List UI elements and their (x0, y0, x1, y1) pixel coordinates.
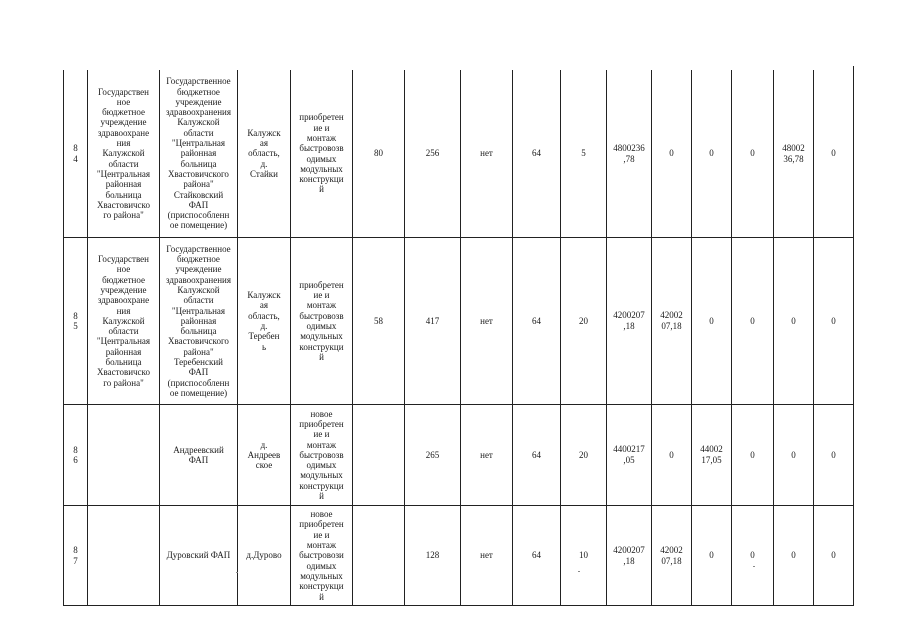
amount-cell: 0 (750, 148, 755, 158)
facility-name-cell: Андреевский ФАП (173, 444, 224, 465)
table-row-index: 8 4 (73, 143, 78, 164)
amount-cell: 42002 07,18 (660, 544, 683, 566)
amount-cell: 0 (750, 315, 755, 326)
amount-cell: 0 (750, 550, 755, 560)
amount-cell: 4200207 ,18 (613, 310, 645, 331)
value-cell: нет (480, 148, 493, 158)
table-border-bottom (63, 605, 854, 606)
value-cell: 5 (581, 148, 586, 158)
amount-cell: 0 (669, 148, 674, 158)
value-cell: нет (480, 550, 493, 560)
value-cell: 64 (532, 315, 541, 326)
amount-cell: 0 (831, 550, 836, 560)
amount-cell: 48002 36,78 (782, 142, 805, 164)
location-cell: д. Андреев ское (247, 439, 281, 471)
amount-cell: 0 (831, 449, 836, 460)
location-cell: Калужск ая область, д. Стайки (247, 127, 281, 179)
value-cell: 20 (579, 449, 588, 460)
value-cell: 64 (532, 449, 541, 460)
amount-cell: 0 (831, 148, 836, 158)
value-cell (353, 506, 404, 605)
table-border-right (853, 66, 854, 606)
value-cell: 265 (425, 449, 440, 460)
owner-organization-cell (88, 506, 159, 605)
amount-cell: 0 (709, 148, 714, 158)
value-cell: 10 (579, 550, 588, 560)
action-description-cell: приобретен ие и монтаж быстровозв одимых модульных конструкци й (299, 112, 344, 195)
value-cell: 256 (425, 148, 440, 158)
value-cell: 417 (425, 315, 440, 326)
value-cell: 64 (532, 148, 541, 158)
scan-speck (578, 571, 580, 572)
facility-name-cell: Государственное бюджетное учреждение здравоохранения Калужской области "Центральная районная больница Хвастовичского района" Стайковский ФАП (приспособленн ое помещение) (165, 76, 231, 231)
action-description-cell: новое приобретен ие и монтаж быстровозв одимых модульных конструкци й (299, 408, 344, 502)
action-description-cell: приобретен ие и монтаж быстровозв одимых модульных конструкци й (299, 279, 344, 362)
facility-name-cell: Государственное бюджетное учреждение здравоохранения Калужской области "Центральная районная больница Хвастовичского района" Теребенский ФАП (приспособленн ое помещение) (165, 243, 231, 398)
amount-cell: 4800236 ,78 (613, 142, 645, 164)
amount-cell: 0 (791, 550, 796, 560)
scan-speck (753, 566, 755, 567)
amount-cell: 0 (791, 315, 796, 326)
table-row-index: 8 7 (73, 545, 78, 566)
owner-organization-cell: Государствен ное бюджетное учреждение здравоохране ния Калужской области "Центральная районная больница Хвастовичско го района" (96, 254, 151, 388)
amount-cell: 0 (709, 315, 714, 326)
table-row-index: 8 6 (73, 444, 78, 465)
facility-name-cell: Дуровский ФАП (166, 550, 231, 561)
action-description-cell: новое приобретен ие и монтаж быстровози одимых модульных конструкци й (299, 509, 344, 602)
location-cell: Калужск ая область, д. Теребен ь (247, 290, 281, 352)
location-cell: д.Дурово (246, 550, 282, 561)
value-cell: нет (480, 449, 493, 460)
value-cell: 80 (374, 148, 383, 158)
amount-cell: 0 (750, 449, 755, 460)
value-cell: 20 (579, 315, 588, 326)
value-cell (353, 405, 404, 505)
owner-organization-cell: Государствен ное бюджетное учреждение здравоохране ния Калужской области "Центральная районная больница Хвастовичско го района" (96, 86, 151, 221)
amount-cell: 42002 07,18 (660, 310, 683, 331)
scan-speck (236, 572, 238, 573)
amount-cell: 4200207 ,18 (613, 544, 645, 566)
amount-cell: 0 (831, 315, 836, 326)
amount-cell: 0 (669, 449, 674, 460)
amount-cell: 4400217 ,05 (613, 444, 645, 465)
value-cell: 58 (374, 315, 383, 326)
value-cell: 128 (425, 550, 440, 560)
amount-cell: 0 (709, 550, 714, 560)
value-cell: 64 (532, 550, 541, 560)
value-cell: нет (480, 315, 493, 326)
table-row-index: 8 5 (73, 310, 78, 331)
owner-organization-cell (88, 405, 159, 505)
amount-cell: 44002 17,05 (700, 444, 723, 465)
amount-cell: 0 (791, 449, 796, 460)
